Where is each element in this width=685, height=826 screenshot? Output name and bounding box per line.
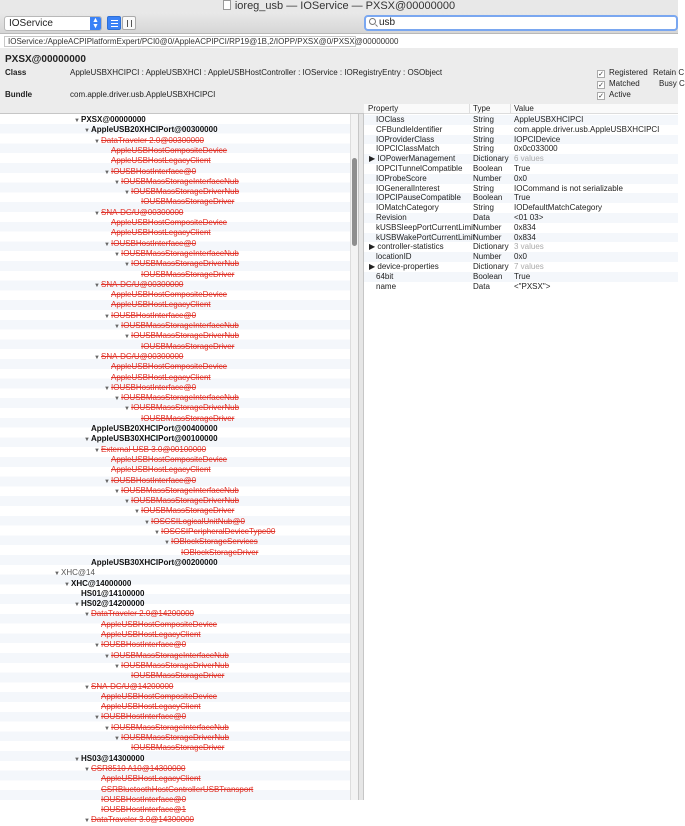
disclosure-triangle-icon[interactable]: ▼ bbox=[94, 210, 100, 217]
property-value: <"PXSX"> bbox=[514, 281, 551, 291]
property-name: IOPCITunnelCompatible bbox=[376, 164, 463, 173]
property-type: Boolean bbox=[473, 271, 503, 281]
class-value: AppleUSBXHCIPCI : AppleUSBXHCI : AppleUSBHostController : IOService : IORegistryEntry : OSObject bbox=[70, 68, 443, 77]
property-row[interactable] bbox=[364, 262, 678, 272]
property-type: Dictionary bbox=[473, 262, 509, 271]
tree-node[interactable] bbox=[64, 579, 131, 589]
disclosure-triangle-icon[interactable]: ▼ bbox=[104, 241, 110, 248]
plane-select[interactable] bbox=[4, 16, 102, 31]
window-title: ioreg_usb — IOService — PXSX@00000000 bbox=[234, 0, 456, 12]
tree-node[interactable] bbox=[124, 187, 239, 197]
tree-node[interactable] bbox=[94, 136, 204, 146]
tree-node[interactable] bbox=[94, 774, 201, 784]
tree-node[interactable] bbox=[94, 280, 183, 290]
class-label: Class bbox=[5, 68, 27, 77]
tree-node-label: PXSX@00000000 bbox=[81, 115, 146, 124]
tree-node[interactable] bbox=[124, 259, 239, 269]
tree-node-label: IOUSBMassStorageInterfaceNub bbox=[121, 176, 239, 186]
tree-node[interactable] bbox=[84, 609, 194, 619]
tree-node-label: SNA-DC/U@14200000 bbox=[91, 681, 174, 691]
property-row[interactable] bbox=[364, 252, 678, 262]
tree-node[interactable] bbox=[84, 764, 185, 774]
tree-node-label: IOUSBHostInterface@0 bbox=[111, 382, 197, 392]
tree-node-label: CSR8510 A10@14300000 bbox=[91, 763, 186, 773]
tree-node-label: IOBlockStorageDriver bbox=[181, 547, 259, 557]
toolbar bbox=[0, 12, 678, 34]
tree-node[interactable] bbox=[144, 517, 245, 527]
property-type: String bbox=[473, 183, 494, 193]
property-type: String bbox=[473, 203, 494, 213]
property-type: String bbox=[473, 144, 494, 154]
title-bar bbox=[0, 0, 678, 12]
tree-node[interactable] bbox=[84, 424, 218, 434]
tree-node[interactable] bbox=[94, 352, 183, 362]
property-value: 0x0 bbox=[514, 252, 527, 262]
tree-node-label: IOUSBMassStorageDriverNub bbox=[131, 259, 240, 269]
tree-node-label: HS01@14100000 bbox=[81, 588, 145, 598]
property-value: 6 values bbox=[514, 154, 544, 164]
disclosure-triangle-icon[interactable]: ▼ bbox=[134, 509, 140, 516]
plane-select-value: IOService bbox=[9, 18, 53, 29]
tree-node[interactable] bbox=[104, 311, 196, 321]
tree-node-label: IOUSBMassStorageDriverNub bbox=[121, 660, 230, 670]
property-name: IOMatchCategory bbox=[376, 203, 439, 213]
tree-node[interactable] bbox=[114, 249, 239, 259]
tree-node-label: IOUSBHostInterface@0 bbox=[111, 310, 197, 320]
retain-count-label: Retain C bbox=[653, 68, 685, 77]
tree-node[interactable] bbox=[104, 300, 211, 310]
property-name: CFBundleIdentifier bbox=[376, 124, 443, 134]
tree-node[interactable] bbox=[134, 342, 234, 352]
tree-node[interactable] bbox=[104, 383, 196, 393]
tree-node-label: AppleUSB30XHCIPort@00200000 bbox=[91, 557, 218, 567]
active-label: Active bbox=[609, 90, 631, 99]
property-row[interactable] bbox=[364, 184, 678, 194]
checkmark-icon: ✓ bbox=[598, 93, 604, 100]
bundle-label: Bundle bbox=[5, 90, 33, 99]
tree-node[interactable] bbox=[94, 630, 201, 640]
disclosure-triangle-icon[interactable]: ▼ bbox=[84, 437, 90, 444]
disclosure-triangle-icon[interactable]: ▼ bbox=[104, 169, 110, 176]
tree-node[interactable] bbox=[154, 527, 275, 537]
tree-node-label: IOUSBMassStorageDriverNub bbox=[121, 733, 230, 742]
disclosure-triangle-icon[interactable]: ▼ bbox=[104, 385, 110, 392]
property-name: 64bit bbox=[376, 271, 394, 281]
tree-node[interactable] bbox=[94, 208, 183, 218]
disclosure-triangle-icon[interactable]: ▼ bbox=[104, 313, 110, 320]
disclosure-triangle-icon[interactable]: ▼ bbox=[74, 602, 80, 609]
tree-node[interactable] bbox=[74, 754, 144, 764]
column-divider bbox=[469, 104, 470, 114]
property-value: 0x0c033000 bbox=[514, 144, 558, 154]
search-input[interactable] bbox=[364, 15, 678, 31]
tree-view-button[interactable] bbox=[107, 16, 121, 30]
tree-node-label: DataTraveler 2.0@14200000 bbox=[91, 609, 194, 619]
tree-node-label: AppleUSBHostLegacyClient bbox=[111, 300, 211, 310]
property-type: String bbox=[473, 124, 494, 134]
tree-node-label: AppleUSB30XHCIPort@00100000 bbox=[91, 434, 218, 444]
property-type: Dictionary bbox=[473, 242, 509, 252]
column-header-property[interactable]: Property bbox=[368, 104, 399, 113]
properties-header bbox=[364, 104, 678, 114]
tree-node[interactable] bbox=[84, 125, 218, 135]
tree-node-label: AppleUSBHostCompositeDevice bbox=[111, 362, 228, 372]
property-type: Number bbox=[473, 252, 502, 262]
property-row[interactable] bbox=[364, 223, 678, 233]
column-header-type[interactable]: Type bbox=[473, 104, 491, 113]
tree-node[interactable] bbox=[84, 434, 218, 444]
tree-node-label: AppleUSBHostLegacyClient bbox=[111, 228, 211, 238]
chevron-updown-icon: ▲ ▼ bbox=[90, 17, 101, 30]
property-type: String bbox=[473, 115, 494, 124]
property-value: 0x834 bbox=[514, 232, 536, 242]
column-view-button[interactable] bbox=[122, 16, 136, 30]
tree-node-label: IOUSBMassStorageDriver bbox=[131, 743, 225, 753]
column-header-value[interactable]: Value bbox=[514, 104, 534, 113]
disclosure-triangle-icon[interactable]: ▼ bbox=[114, 251, 120, 258]
matched-label: Matched bbox=[609, 79, 640, 88]
tree-node[interactable] bbox=[124, 403, 239, 413]
column-divider bbox=[510, 104, 511, 114]
registry-path[interactable]: IOService:/AppleACPIPlatformExpert/PCI0@0/AppleACPIPCI/RP19@1B,2/IOPP/PXSX@0/PXSX@00000000 bbox=[4, 36, 356, 47]
tree-node[interactable] bbox=[104, 373, 211, 383]
tree-node[interactable] bbox=[84, 558, 218, 568]
tree-node-label: XHC@14000000 bbox=[71, 578, 132, 588]
tree-node-label: IOUSBHostInterface@0 bbox=[101, 712, 187, 722]
tree-node[interactable] bbox=[104, 167, 196, 177]
property-name: name bbox=[376, 281, 397, 291]
disclosure-triangle-icon[interactable]: ▼ bbox=[94, 447, 100, 454]
tree-node[interactable] bbox=[94, 712, 186, 722]
property-name: IOPCIPauseCompatible bbox=[376, 193, 461, 203]
tree-node[interactable] bbox=[164, 537, 258, 547]
disclosure-triangle-icon[interactable]: ▼ bbox=[114, 324, 120, 330]
active-checkbox bbox=[597, 90, 631, 100]
property-name: kUSBWakePortCurrentLimit bbox=[376, 232, 475, 242]
property-value: 7 values bbox=[514, 262, 544, 271]
property-type: Boolean bbox=[473, 193, 503, 203]
disclosure-triangle-icon[interactable]: ▼ bbox=[94, 282, 100, 289]
property-value: True bbox=[514, 164, 531, 173]
search-icon bbox=[369, 18, 376, 25]
tree-node-label: AppleUSBHostLegacyClient bbox=[101, 702, 201, 712]
tree-node-label: IOUSBMassStorageDriverNub bbox=[131, 403, 240, 413]
disclosure-triangle-icon[interactable]: ▼ bbox=[114, 179, 120, 186]
tree-node[interactable] bbox=[54, 568, 95, 578]
disclosure-triangle-icon[interactable]: ▼ bbox=[144, 519, 150, 526]
tree-node[interactable] bbox=[84, 815, 194, 825]
tree-node-label: AppleUSBHostCompositeDevice bbox=[111, 145, 228, 155]
property-row[interactable] bbox=[364, 154, 678, 164]
tree-node-label: IOUSBMassStorageInterfaceNub bbox=[121, 248, 239, 258]
disclosure-triangle-icon[interactable]: ▼ bbox=[104, 725, 110, 732]
tree-node-label: IOUSBMassStorageInterfaceNub bbox=[111, 722, 229, 732]
tree-node-label: AppleUSBHostLegacyClient bbox=[111, 156, 211, 166]
tree-node[interactable] bbox=[104, 228, 211, 238]
tree-node-label: IOSCSIPeripheralDeviceType00 bbox=[161, 527, 276, 536]
property-row[interactable] bbox=[364, 282, 678, 292]
scrollbar-thumb[interactable] bbox=[352, 158, 357, 246]
disclosure-triangle-icon[interactable]: ▼ bbox=[114, 663, 120, 670]
tree-node-label: IOUSBMassStorageDriverNub bbox=[131, 331, 240, 341]
tree-node[interactable] bbox=[104, 362, 227, 372]
property-row[interactable] bbox=[364, 174, 678, 184]
tree-node[interactable] bbox=[84, 682, 173, 692]
property-name: ▶ device-properties bbox=[369, 262, 439, 271]
disclosure-triangle-icon[interactable]: ▼ bbox=[124, 499, 130, 506]
tree-node-label: DataTraveler 2.0@00300000 bbox=[101, 135, 204, 145]
disclosure-triangle-icon[interactable]: ▼ bbox=[54, 571, 60, 578]
tree-scrollbar[interactable] bbox=[350, 114, 358, 800]
property-row[interactable] bbox=[364, 115, 678, 125]
tree-node-label: HS03@14300000 bbox=[81, 753, 145, 763]
property-type: Data bbox=[473, 281, 490, 291]
disclosure-triangle-icon[interactable]: ▼ bbox=[84, 818, 90, 825]
disclosure-triangle-icon[interactable]: ▼ bbox=[84, 612, 90, 619]
property-name: ▶ IOPowerManagement bbox=[369, 154, 456, 164]
tree-node-label: SNA-DC/U@00300000 bbox=[101, 351, 184, 361]
disclosure-triangle-icon[interactable]: ▼ bbox=[124, 190, 130, 197]
tree-node-label: IOUSBMassStorageDriver bbox=[141, 341, 235, 351]
tree-node[interactable] bbox=[74, 115, 146, 125]
tree-node[interactable] bbox=[114, 321, 239, 331]
tree-node-label: IOUSBHostInterface@0 bbox=[111, 238, 197, 248]
tree-node[interactable] bbox=[104, 455, 227, 465]
tree-node-label: AppleUSB20XHCIPort@00400000 bbox=[91, 424, 218, 433]
tree-node[interactable] bbox=[174, 548, 258, 558]
disclosure-triangle-icon[interactable]: ▼ bbox=[74, 118, 80, 124]
tree-node-label: SNA-DC/U@00300000 bbox=[101, 279, 184, 289]
object-name: PXSX@00000000 bbox=[5, 54, 86, 65]
matched-checkbox bbox=[597, 79, 640, 89]
disclosure-triangle-icon[interactable]: ▼ bbox=[94, 643, 100, 650]
tree-node[interactable] bbox=[104, 156, 211, 166]
tree-node-label: External USB 3.0@00100000 bbox=[101, 444, 207, 454]
property-name: IOGeneralInterest bbox=[376, 183, 440, 193]
tree-node[interactable] bbox=[114, 486, 239, 496]
tree-node[interactable] bbox=[94, 620, 217, 630]
tree-node[interactable] bbox=[104, 651, 229, 661]
tree-node-label: IOUSBMassStorageDriver bbox=[141, 506, 235, 516]
properties-table[interactable] bbox=[364, 104, 678, 800]
tree-node-label: AppleUSBHostLegacyClient bbox=[111, 372, 211, 382]
property-type: Boolean bbox=[473, 164, 503, 173]
disclosure-triangle-icon[interactable]: ▼ bbox=[124, 334, 130, 341]
property-name: IOProbeScore bbox=[376, 173, 427, 183]
tree-node[interactable] bbox=[94, 795, 186, 805]
tree-node-label: AppleUSBHostLegacyClient bbox=[111, 465, 211, 475]
property-value: AppleUSBXHCIPCI bbox=[514, 115, 584, 124]
property-name: IOProviderClass bbox=[376, 134, 435, 144]
property-type: Number bbox=[473, 173, 502, 183]
disclosure-triangle-icon[interactable]: ▼ bbox=[114, 488, 120, 495]
tree-node[interactable] bbox=[94, 702, 201, 712]
tree-node[interactable] bbox=[94, 640, 186, 650]
tree-node[interactable] bbox=[124, 331, 239, 341]
disclosure-triangle-icon[interactable]: ▼ bbox=[164, 540, 170, 547]
disclosure-triangle-icon[interactable]: ▼ bbox=[94, 354, 100, 361]
property-name: Revision bbox=[376, 213, 407, 222]
tree-node-label: IOUSBMassStorageInterfaceNub bbox=[121, 485, 239, 495]
tree-node[interactable] bbox=[104, 218, 227, 228]
tree-node-label: IOSCSILogicalUnitNub@0 bbox=[151, 516, 245, 526]
tree-node[interactable] bbox=[104, 146, 227, 156]
property-value: 0x0 bbox=[514, 173, 527, 183]
tree-node-label: IOUSBHostInterface@0 bbox=[111, 166, 197, 176]
disclosure-triangle-icon[interactable]: ▼ bbox=[124, 406, 130, 413]
tree-node[interactable] bbox=[134, 506, 234, 516]
tree-node[interactable] bbox=[114, 177, 239, 187]
registered-checkbox bbox=[597, 68, 648, 78]
tree-node-label: AppleUSBHostCompositeDevice bbox=[101, 691, 218, 701]
disclosure-triangle-icon[interactable]: ▼ bbox=[104, 478, 110, 485]
tree-node-label: IOUSBMassStorageDriver bbox=[141, 269, 235, 279]
tree-node[interactable] bbox=[104, 290, 227, 300]
property-value: IOPCIDevice bbox=[514, 134, 561, 144]
tree-node-label: IOUSBMassStorageDriverNub bbox=[131, 187, 240, 197]
property-name: locationID bbox=[376, 252, 412, 262]
tree-node[interactable] bbox=[114, 661, 229, 671]
checkmark-icon: ✓ bbox=[598, 71, 604, 78]
bundle-value: com.apple.driver.usb.AppleUSBXHCIPCI bbox=[70, 90, 216, 99]
tree-node[interactable] bbox=[124, 743, 224, 753]
property-value: IODefaultMatchCategory bbox=[514, 203, 603, 213]
tree-node[interactable] bbox=[94, 445, 206, 455]
tree-node-label: IOUSBMassStorageInterfaceNub bbox=[121, 393, 239, 403]
tree-node[interactable] bbox=[114, 393, 239, 403]
tree-node-label: HS02@14200000 bbox=[81, 599, 145, 609]
disclosure-triangle-icon[interactable]: ▼ bbox=[94, 715, 100, 722]
property-value: True bbox=[514, 271, 531, 281]
tree-node[interactable] bbox=[124, 671, 224, 681]
property-row[interactable] bbox=[364, 272, 678, 282]
property-value: <01 03> bbox=[514, 213, 544, 222]
busy-count-label: Busy C bbox=[659, 79, 685, 88]
disclosure-triangle-icon[interactable]: ▼ bbox=[74, 756, 80, 763]
property-name: ▶ controller-statistics bbox=[369, 242, 444, 252]
tree-node-label: IOUSBHostInterface@0 bbox=[111, 475, 197, 485]
tree-node-label: AppleUSB20XHCIPort@00300000 bbox=[91, 125, 218, 135]
disclosure-triangle-icon[interactable]: ▼ bbox=[104, 653, 110, 660]
disclosure-triangle-icon[interactable]: ▼ bbox=[114, 396, 120, 403]
tree-node-label: IOUSBMassStorageDriver bbox=[141, 413, 235, 423]
disclosure-triangle-icon[interactable]: ▼ bbox=[154, 530, 160, 536]
tree-node-label: IOUSBHostInterface@0 bbox=[101, 640, 187, 650]
tree-node[interactable] bbox=[104, 476, 196, 486]
tree-node-label: IOBlockStorageServices bbox=[171, 537, 258, 547]
property-type: String bbox=[473, 134, 494, 144]
tree-node[interactable] bbox=[114, 733, 229, 743]
tree-node[interactable] bbox=[134, 270, 234, 280]
property-row[interactable] bbox=[364, 233, 678, 243]
property-name: IOPCIClassMatch bbox=[376, 144, 440, 154]
property-row[interactable] bbox=[364, 135, 678, 145]
property-type: Number bbox=[473, 222, 502, 232]
tree-node-label: IOUSBMassStorageInterfaceNub bbox=[111, 650, 229, 660]
property-name: IOClass bbox=[376, 115, 405, 124]
property-row[interactable] bbox=[364, 125, 678, 135]
tree-node[interactable] bbox=[134, 414, 234, 424]
tree-node-label: SNA-DC/U@00300000 bbox=[101, 207, 184, 217]
property-row[interactable] bbox=[364, 242, 678, 252]
property-row[interactable] bbox=[364, 193, 678, 203]
tree-node-label: DataTraveler 3.0@14300000 bbox=[91, 815, 194, 825]
disclosure-triangle-icon[interactable]: ▼ bbox=[114, 736, 120, 742]
tree-node[interactable] bbox=[94, 692, 217, 702]
property-value: 0x834 bbox=[514, 222, 536, 232]
tree-node-label: AppleUSBHostCompositeDevice bbox=[101, 619, 218, 629]
tree-node[interactable] bbox=[74, 599, 144, 609]
checkmark-icon: ✓ bbox=[598, 82, 604, 89]
tree-node-label: IOUSBMassStorageDriver bbox=[131, 671, 225, 681]
tree-node-label: XHC@14 bbox=[61, 568, 95, 578]
disclosure-triangle-icon[interactable]: ▼ bbox=[124, 262, 130, 269]
tree-node-label: IOUSBHostInterface@1 bbox=[101, 805, 187, 815]
tree-node[interactable] bbox=[94, 785, 253, 795]
property-name: kUSBSleepPortCurrentLimit bbox=[376, 222, 476, 232]
tree-node[interactable] bbox=[104, 465, 211, 475]
tree-node[interactable] bbox=[104, 239, 196, 249]
property-value: 3 values bbox=[514, 242, 544, 252]
search-value: usb bbox=[379, 17, 396, 28]
disclosure-triangle-icon[interactable]: ▼ bbox=[64, 581, 70, 588]
property-row[interactable] bbox=[364, 213, 678, 223]
tree-node[interactable] bbox=[124, 496, 239, 506]
tree-node[interactable] bbox=[134, 197, 234, 207]
property-type: Number bbox=[473, 232, 502, 242]
disclosure-triangle-icon[interactable]: ▼ bbox=[84, 766, 90, 773]
tree-node-label: IOUSBMassStorageDriverNub bbox=[131, 496, 240, 506]
property-row[interactable] bbox=[364, 203, 678, 213]
property-value: com.apple.driver.usb.AppleUSBXHCIPCI bbox=[514, 124, 660, 134]
property-value: IOCommand is not serializable bbox=[514, 183, 623, 193]
tree-node-label: CSRBluetoothHostControllerUSBTransport bbox=[101, 784, 254, 794]
disclosure-triangle-icon[interactable]: ▼ bbox=[84, 684, 90, 691]
property-row[interactable] bbox=[364, 144, 678, 154]
tree-node-label: IOUSBHostInterface@0 bbox=[101, 794, 187, 804]
disclosure-triangle-icon[interactable]: ▼ bbox=[84, 128, 90, 135]
tree-node-label: AppleUSBHostCompositeDevice bbox=[111, 218, 228, 227]
tree-node[interactable] bbox=[104, 723, 229, 733]
disclosure-triangle-icon[interactable]: ▼ bbox=[94, 138, 100, 145]
tree-node-label: AppleUSBHostLegacyClient bbox=[101, 630, 201, 639]
property-type: Data bbox=[473, 213, 490, 222]
registry-tree[interactable] bbox=[0, 114, 358, 825]
tree-node[interactable] bbox=[74, 589, 144, 599]
tree-node-label: AppleUSBHostCompositeDevice bbox=[111, 454, 228, 464]
tree-node-label: IOUSBMassStorageInterfaceNub bbox=[121, 321, 239, 330]
property-type: Dictionary bbox=[473, 154, 509, 164]
tree-node-label: AppleUSBHostLegacyClient bbox=[101, 774, 201, 784]
registered-label: Registered bbox=[609, 68, 648, 77]
tree-node-label: IOUSBMassStorageDriver bbox=[141, 197, 235, 207]
property-row[interactable] bbox=[364, 164, 678, 174]
document-icon bbox=[223, 0, 231, 10]
tree-node-label: AppleUSBHostCompositeDevice bbox=[111, 290, 228, 300]
tree-node[interactable] bbox=[94, 805, 186, 815]
property-value: True bbox=[514, 193, 531, 203]
